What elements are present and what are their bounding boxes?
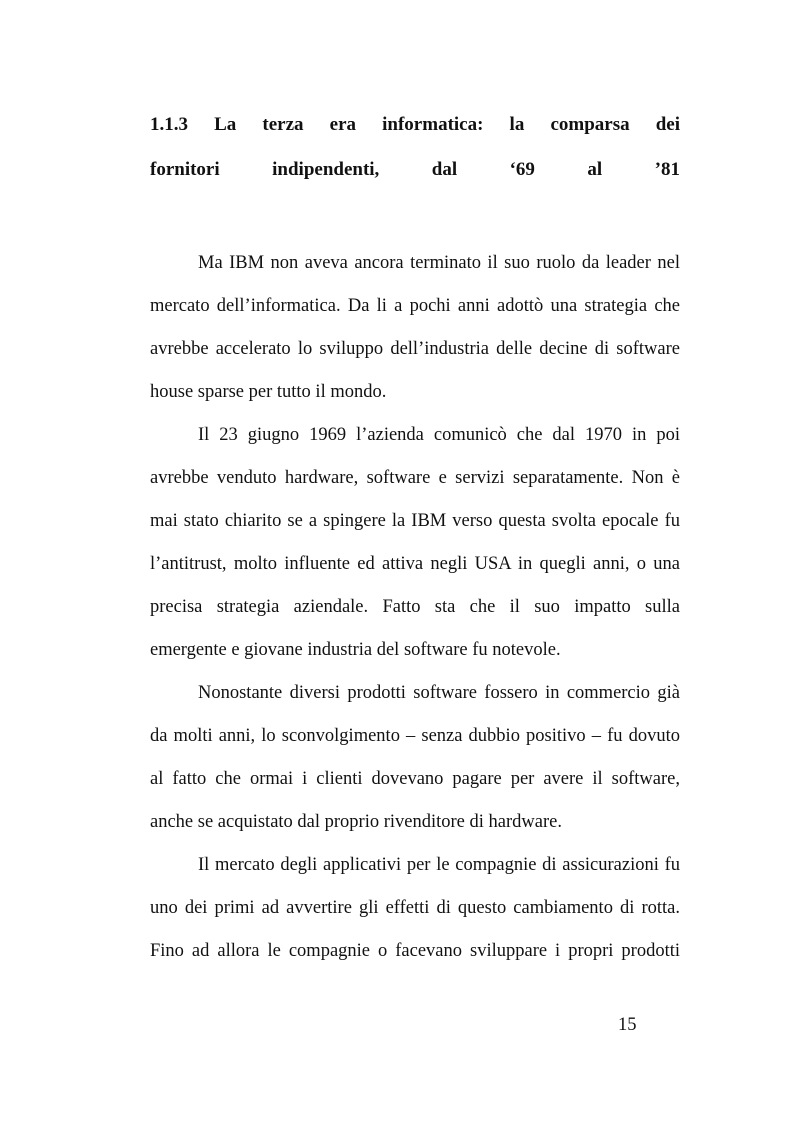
paragraph-line: da molti anni, lo sconvolgimento – senza dubbio positivo – fu dovuto [150,726,680,746]
paragraph-line: uno dei primi ad avvertire gli effetti di questo cambiamento di rotta. [150,898,680,918]
paragraph-line: mai stato chiarito se a spingere la IBM verso questa svolta epocale fu [150,511,680,531]
paragraph-line: Il mercato degli applicativi per le compagnie di assicurazioni fu [198,855,680,875]
paragraph-line: l’antitrust, molto influente ed attiva negli USA in quegli anni, o una [150,554,680,574]
paragraph-line: Fino ad allora le compagnie o facevano sviluppare i propri prodotti [150,941,680,961]
paragraph-line: house sparse per tutto il mondo. [150,382,387,402]
paragraph-line: Nonostante diversi prodotti software fossero in commercio già [198,683,680,703]
paragraph-line: precisa strategia aziendale. Fatto sta che il suo impatto sulla [150,597,680,617]
section-heading-line-1: 1.1.3 La terza era informatica: la comparsa dei [150,114,680,135]
paragraph-line: mercato dell’informatica. Da li a pochi anni adottò una strategia che [150,296,680,316]
section-heading-line-2: fornitori indipendenti, dal ‘69 al ’81 [150,159,680,180]
paragraph-line: emergente e giovane industria del software fu notevole. [150,640,561,660]
paragraph-line: anche se acquistato dal proprio rivenditore di hardware. [150,812,562,832]
paragraph-line: avrebbe accelerato lo sviluppo dell’industria delle decine di software [150,339,680,359]
paragraph-line: al fatto che ormai i clienti dovevano pagare per avere il software, [150,769,680,789]
paragraph-line: Il 23 giugno 1969 l’azienda comunicò che dal 1970 in poi [198,425,680,445]
page-number: 15 [618,1015,637,1035]
paragraph-line: Ma IBM non aveva ancora terminato il suo ruolo da leader nel [198,253,680,273]
paragraph-line: avrebbe venduto hardware, software e servizi separatamente. Non è [150,468,680,488]
